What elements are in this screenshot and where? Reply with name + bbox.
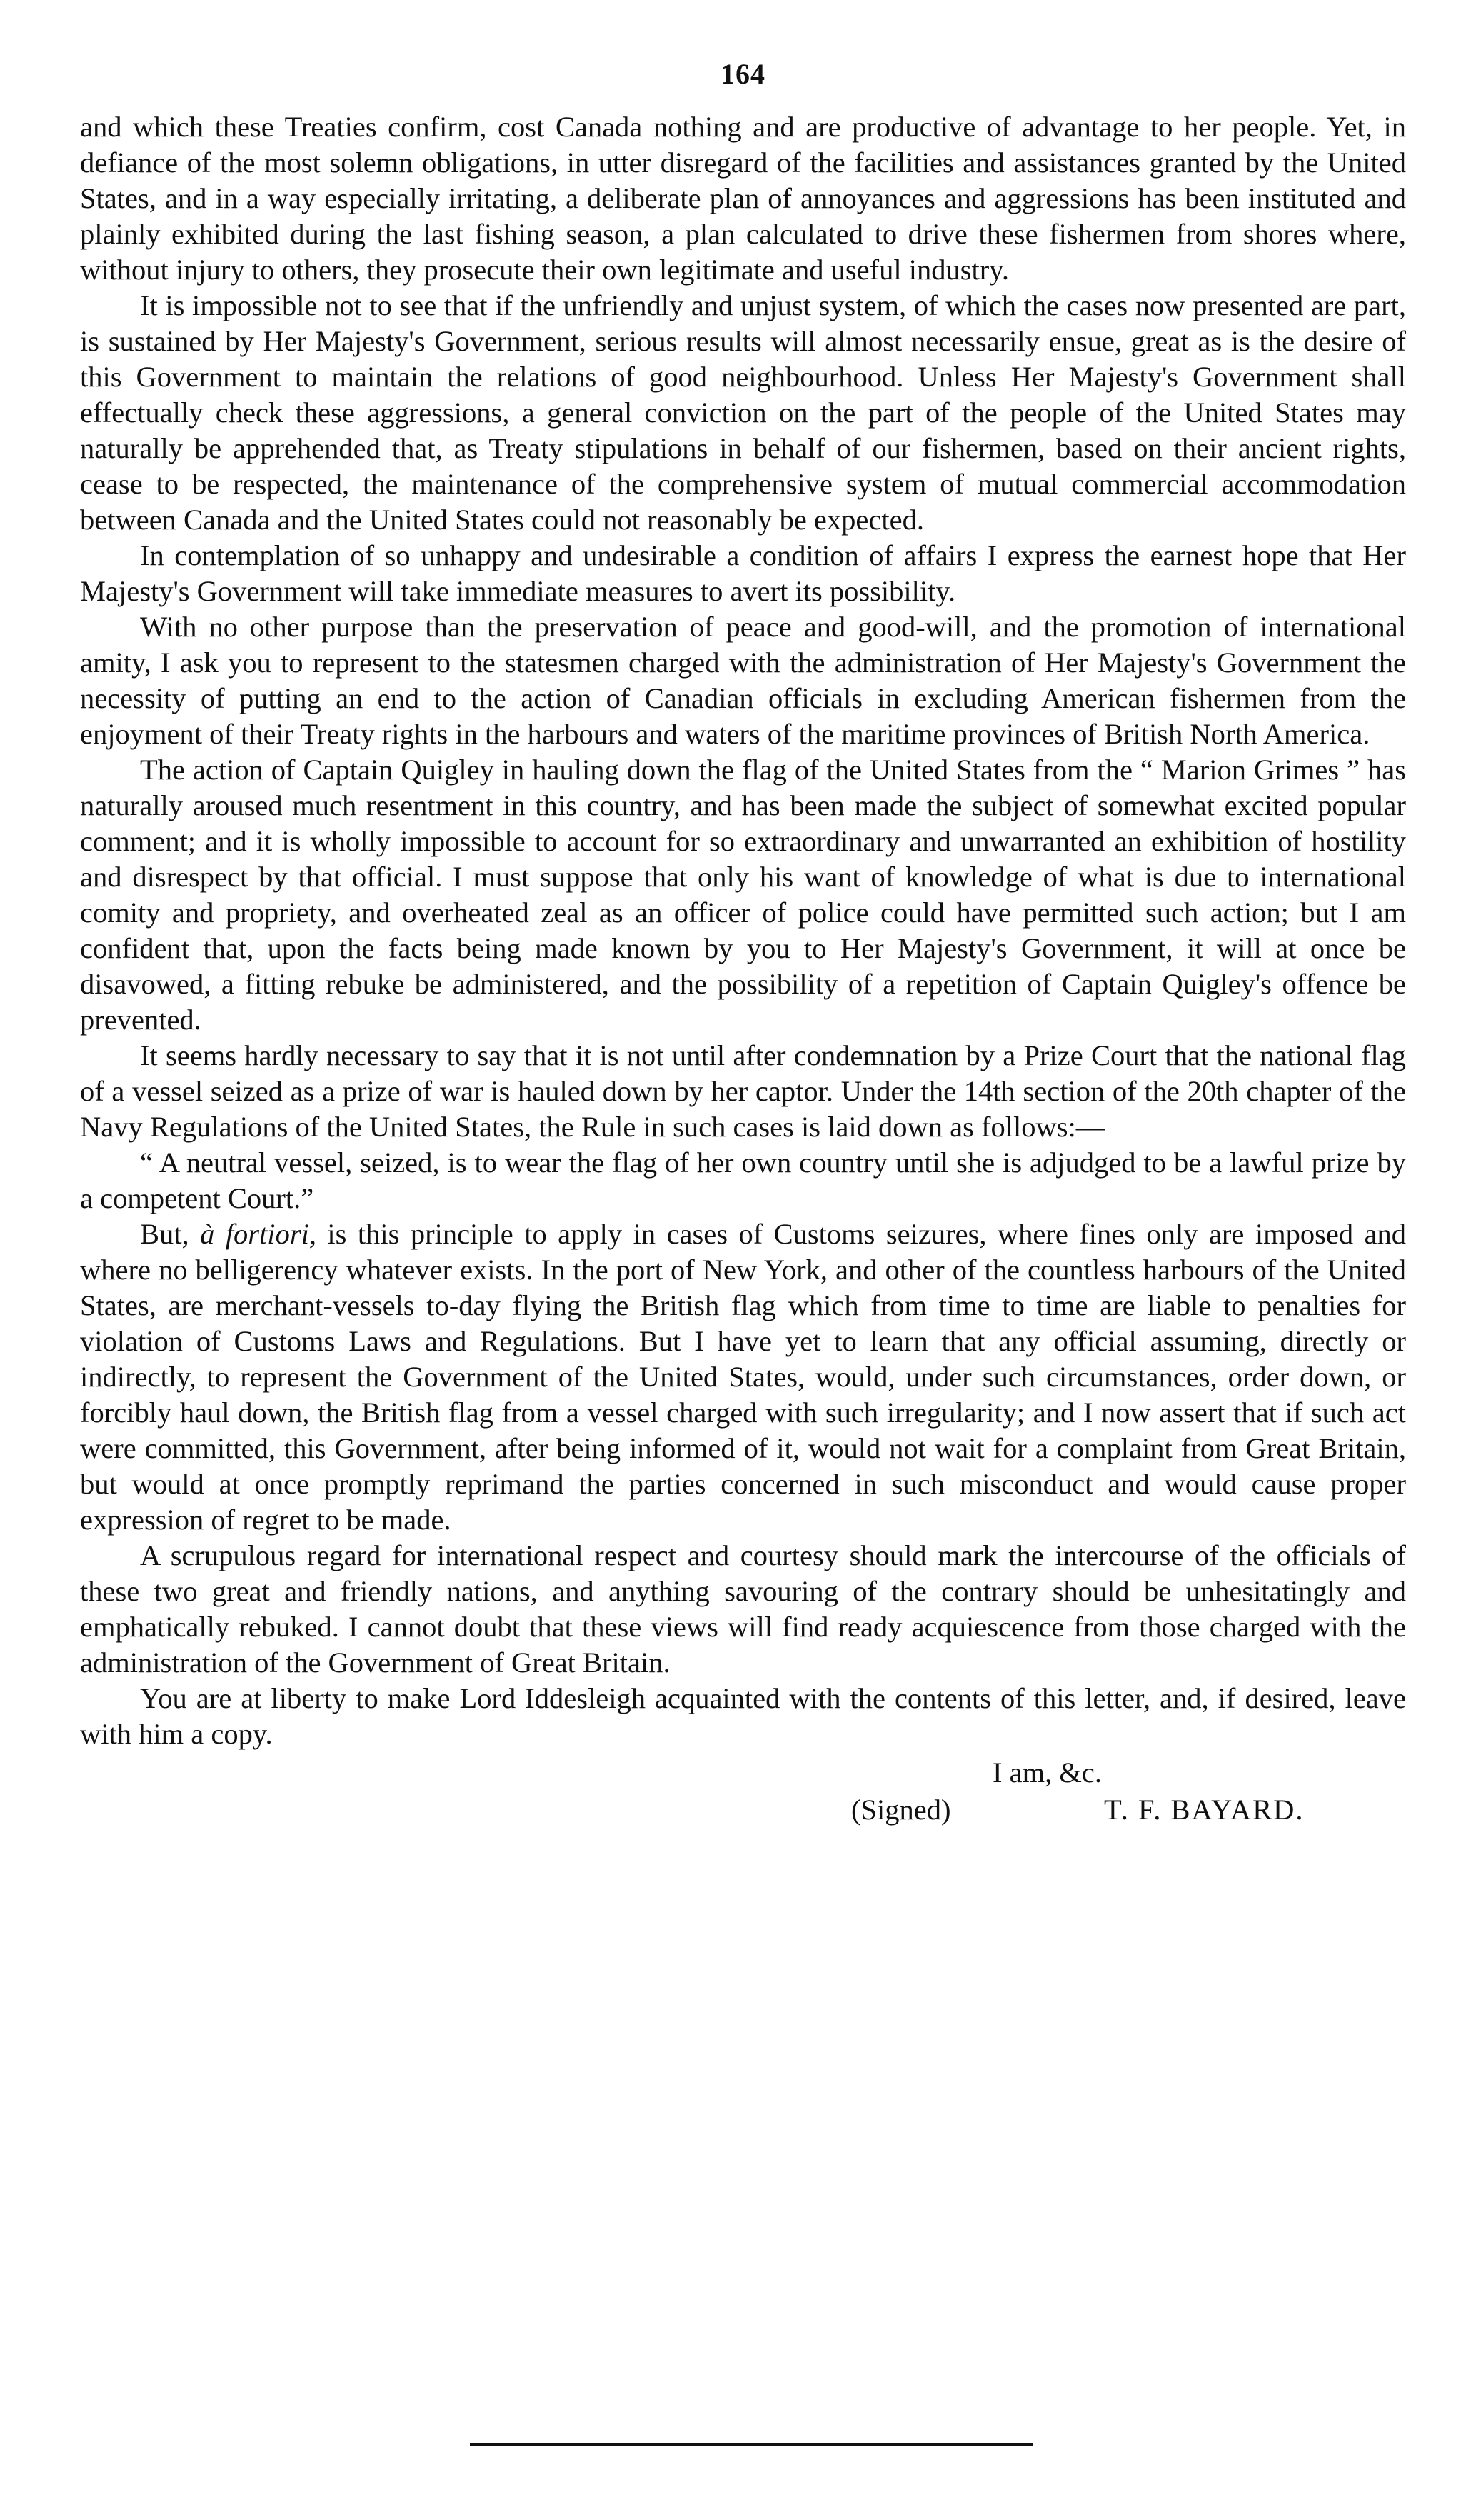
paragraph-captain-quigley: The action of Captain Quigley in hauling down the flag of the United States from the “ Marion Grimes ” has naturally aroused much resentment in this country, and has been made the subject of somewhat excited popular comment; and it is wholly impossible to account for so extraordinary and unwarranted an exhibition of hostility and disrespect by that official. I must suppose that only his want of knowledge of what is due to international comity and propriety, and overheated zeal as an officer of police could have permitted such action; but I am confident that, upon the facts being made known by you to Her Majesty's Government, it will at once be disavowed, a fitting rebuke be administered, and the possibility of a repetition of Captain Quigley's offence be prevented. [80, 754, 1406, 1036]
closing-salutation: I am, &c. [993, 1756, 1102, 1789]
signatory-name: T. F. BAYARD. [1104, 1794, 1305, 1826]
paragraph-unfriendly-system: It is impossible not to see that if the unfriendly and unjust system, of which the cases now presented are part, is sustained by Her Majesty's Government, serious results will almost necessarily ensue, great as is the desire of this Government to maintain the relations of good neighbourhood. Unless Her Majesty's Government shall effectually check these aggressions, a general conviction on the part of the people of the United States may naturally be apprehended that, as Treaty stipulations in behalf of our fishermen, based on their ancient rights, cease to be respected, the maintenance of the comprehensive system of mutual commercial accommodation between Canada and the United States could not reasonably be expected. [80, 289, 1406, 536]
paragraph-customs-seizures [80, 1216, 1406, 1538]
paragraph-continuation: and which these Treaties confirm, cost Canada nothing and are productive of advantage to her people. Yet, in defiance of the most solemn obligations, in utter disregard of the facilities and assistances granted by the United States, and in a way especially irritating, a deliberate plan of annoyances and aggressions has been instituted and plainly exhibited during the last fishing season, a plan calculated to drive these fishermen from shores where, without injury to others, they prosecute their own legitimate and useful industry. [80, 111, 1406, 286]
paragraph-navy-rule-quote: “ A neutral vessel, seized, is to wear the flag of her own country until she is adjudged to be a lawful prize by a competent Court.” [80, 1146, 1406, 1214]
fortiori-before: But, [140, 1218, 201, 1250]
letter-body [80, 109, 1406, 1752]
paragraph-peace-goodwill: With no other purpose than the preservation of peace and good-will, and the promotion of international amity, I ask you to represent to the statesmen charged with the administration of Her Majesty's Government the necessity of putting an end to the action of Canadian officials in excluding American fishermen from the enjoyment of their Treaty rights in the harbours and waters of the maritime provinces of British North America. [80, 611, 1406, 750]
paragraph-scrupulous-regard: A scrupulous regard for international respect and courtesy should mark the intercourse of the officials of these two great and friendly nations, and anything savouring of the contrary should be unhesitatingly and emphatically rebuked. I cannot doubt that these views will find ready acquiescence from those charged with the administration of the Government of Great Britain. [80, 1539, 1406, 1679]
paragraph-liberty: You are at liberty to make Lord Iddesleigh acquainted with the contents of this letter, and, if desired, leave with him a copy. [80, 1682, 1406, 1750]
end-rule-divider [470, 2443, 1033, 2446]
fortiori-italic: à fortiori, [200, 1218, 316, 1250]
page-number: 164 [721, 58, 765, 90]
fortiori-after: is this principle to apply in cases of Customs seizures, where fines only are imposed and where no belligerency whatever exists. In the port of New York, and other of the countless harbours of the United States, are merchant-vessels to-day flying the British flag which from time to time are liable to penalties for violation of Customs Laws and Regulations. But I have yet to learn that any official assuming, directly or indirectly, to represent the Government of the United States, would, under such circumstances, order down, or forcibly haul down, the British flag from a vessel charged with such irregularity; and I now assert that if such act were committed, this Government, after being informed of it, would not wait for a complaint from Great Britain, but would at once promptly reprimand the parties concerned in such misconduct and would cause proper expression of regret to be made. [80, 1218, 1406, 1536]
paragraph-contemplation: In contemplation of so unhappy and undesirable a condition of affairs I express the earnest hope that Her Majesty's Government will take immediate measures to avert its possibility. [80, 539, 1406, 607]
paragraph-prize-court: It seems hardly necessary to say that it is not until after condemnation by a Prize Court that the national flag of a vessel seized as a prize of war is hauled down by her captor. Under the 14th section of the 20th chapter of the Navy Regulations of the United States, the Rule in such cases is laid down as follows:— [80, 1039, 1406, 1143]
signed-label: (Signed) [851, 1794, 951, 1826]
letter-closing [80, 1752, 1406, 1838]
